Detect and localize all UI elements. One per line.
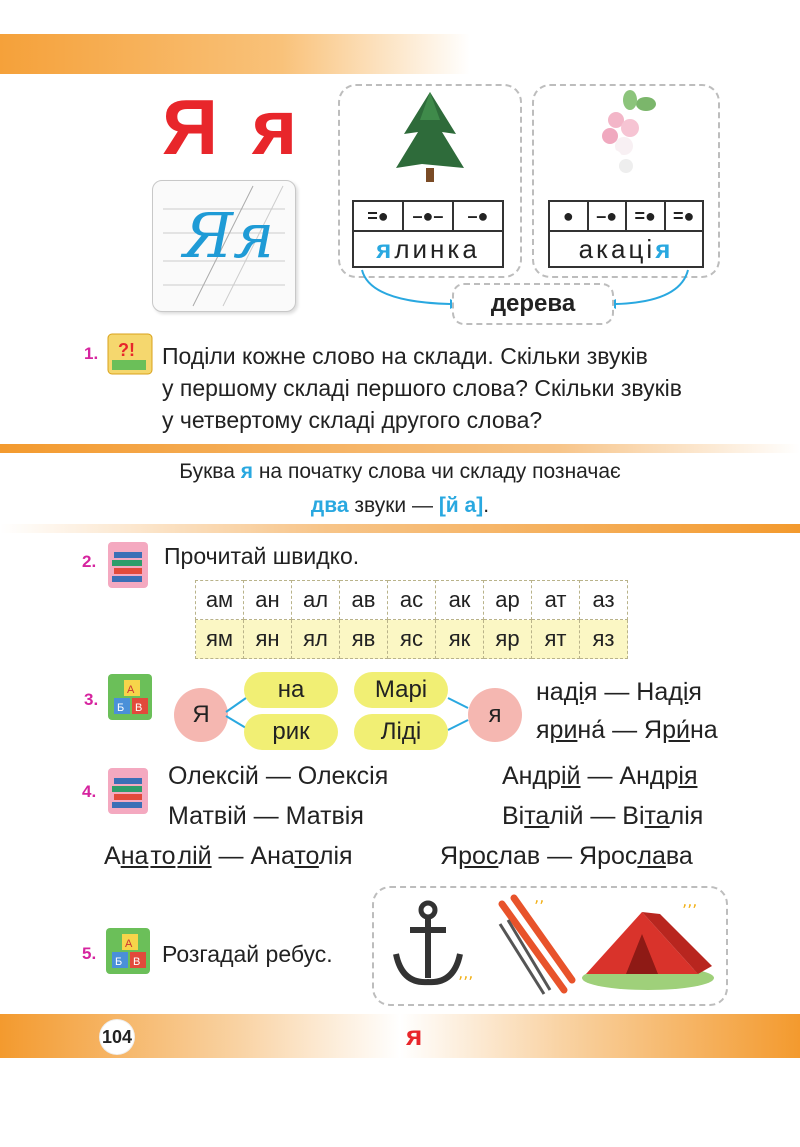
table-cell: яз <box>580 620 628 659</box>
word-box <box>352 232 504 268</box>
table-cell: ян <box>244 620 292 659</box>
word-text: акаці <box>578 233 656 264</box>
word-part: я — На <box>583 678 669 706</box>
abc-blocks-icon <box>104 926 154 978</box>
scheme-cell: –● <box>589 202 628 230</box>
task-number: 1. <box>84 344 99 363</box>
table-row <box>196 620 628 659</box>
scheme-cell: –●– <box>404 202 454 230</box>
word-part: на <box>536 678 564 706</box>
table-cell: ан <box>244 581 292 620</box>
word-highlight: я <box>376 233 395 264</box>
syllable-table <box>195 580 628 659</box>
category-label: дерева <box>452 283 614 325</box>
table-cell: ар <box>484 581 532 620</box>
word-part-underlined: рос <box>458 842 499 870</box>
word-part-underlined: ла <box>637 842 666 870</box>
name-pair: Олексій — Олексія <box>168 762 389 790</box>
task-number: 4. <box>82 782 97 801</box>
svg-text:В: В <box>133 956 141 968</box>
letter-title: Я я <box>162 83 304 171</box>
table-cell: ят <box>532 620 580 659</box>
svg-text:Б: Б <box>115 956 123 968</box>
task-line: у першому складі першого слова? Скільки звуків <box>162 375 682 401</box>
rule-part: . <box>483 494 490 517</box>
rule-part: на початку слова чи складу позначає <box>253 460 621 483</box>
word-part-underlined: на <box>120 842 149 870</box>
divider-line <box>0 524 800 533</box>
word-pair <box>536 716 718 745</box>
task1-text <box>162 340 762 436</box>
table-row <box>196 581 628 620</box>
scheme-cell: =● <box>673 205 695 226</box>
rule-part: звуки — <box>348 494 439 517</box>
tent-icon <box>578 894 722 994</box>
handwritten-letter: Яя <box>183 199 275 272</box>
rebus-box <box>372 886 728 1006</box>
skis-icon <box>494 894 584 998</box>
word-part-underlined: лій <box>177 842 212 870</box>
word-part-underlined: ій <box>560 762 581 790</box>
word-highlight: я <box>655 233 674 264</box>
table-cell: ям <box>196 620 244 659</box>
divider-line <box>0 444 800 453</box>
table-cell: ам <box>196 581 244 620</box>
word-part: — Ана <box>211 842 295 870</box>
syllable-oval: Марі <box>354 672 448 708</box>
svg-text:А: А <box>125 938 133 950</box>
handwriting-box <box>152 180 296 312</box>
svg-text:ʼʼ: ʼʼ <box>534 897 545 916</box>
word-part-underlined: та <box>644 802 670 830</box>
rule-sounds: [й а] <box>438 494 484 517</box>
task-line: у четвертому складі другого слова? <box>162 407 543 433</box>
page-number: 104 <box>100 1020 134 1054</box>
svg-text:А: А <box>127 684 135 696</box>
table-cell: аз <box>580 581 628 620</box>
rule-part: Буква <box>179 460 241 483</box>
table-cell: ал <box>292 581 340 620</box>
scheme-cell: =● <box>354 202 404 230</box>
scheme-cell: =● <box>627 202 666 230</box>
task-number: 3. <box>84 690 99 709</box>
task5-text: Розгадай ребус. <box>162 941 333 967</box>
syllable-scheme <box>352 200 504 232</box>
word-part-underlined: та <box>524 802 550 830</box>
word-part-underlined: ри́ <box>662 716 690 744</box>
scheme-cell: ● <box>550 202 589 230</box>
syllable-oval: на <box>244 672 338 708</box>
syllable-scheme <box>548 200 704 232</box>
word-part: я <box>536 716 550 744</box>
word-pair <box>536 678 702 707</box>
word-part-underlined: ді <box>563 678 584 706</box>
name-pair <box>502 762 697 791</box>
table-cell: яв <box>340 620 388 659</box>
word-part: на <box>689 716 718 744</box>
word-text: линка <box>394 233 480 264</box>
word-part: лав — Ярос <box>498 842 638 870</box>
table-cell: як <box>436 620 484 659</box>
task-number: 5. <box>82 944 97 963</box>
acacia-flower-icon <box>586 90 666 190</box>
word-part: — Андр <box>580 762 679 790</box>
word-part-underlined: то <box>294 842 319 870</box>
word-part: на́ — Я <box>577 716 663 744</box>
task2-text: Прочитай швидко. <box>164 543 360 569</box>
svg-text:В: В <box>135 702 143 714</box>
fir-tree-icon <box>390 90 470 190</box>
syllable-oval: рик <box>244 714 338 750</box>
question-book-icon <box>106 330 156 380</box>
word-part: Ві <box>502 802 525 830</box>
word-part: ва <box>665 842 693 870</box>
anchor-icon <box>388 898 488 994</box>
rule-text-2 <box>0 494 800 518</box>
syllable-circle: я <box>468 688 522 742</box>
svg-text:ʼʼʼ: ʼʼʼ <box>682 901 698 920</box>
table-cell: яс <box>388 620 436 659</box>
card-yalynka <box>338 84 522 278</box>
scheme-cell: –● <box>467 205 489 226</box>
word-part: лія <box>669 802 704 830</box>
top-stripe <box>0 34 470 74</box>
table-cell: яр <box>484 620 532 659</box>
svg-text:Б: Б <box>117 702 125 714</box>
word-part-underlined: ді <box>668 678 689 706</box>
word-part: лія <box>318 842 353 870</box>
syllable-circle: Я <box>174 688 228 742</box>
books-icon <box>104 538 154 594</box>
rule-highlight: два <box>310 494 349 517</box>
books-icon <box>104 764 154 820</box>
table-cell: ав <box>340 581 388 620</box>
word-part-underlined: то <box>150 842 176 870</box>
svg-text:?!: ?! <box>118 340 135 360</box>
word-part: Я <box>440 842 459 870</box>
word-part: лій — Ві <box>549 802 645 830</box>
rule-text <box>0 460 800 484</box>
word-part-underlined: ри <box>549 716 578 744</box>
word-part: я <box>688 678 702 706</box>
name-pair <box>104 842 353 871</box>
table-cell: ак <box>436 581 484 620</box>
footer-letter: я <box>406 1020 423 1051</box>
word-part-underlined: ія <box>678 762 698 790</box>
syllable-oval: Ліді <box>354 714 448 750</box>
card-akatsiya <box>532 84 720 278</box>
name-pair <box>440 842 693 871</box>
table-cell: ат <box>532 581 580 620</box>
name-pair: Матвій — Матвія <box>168 802 364 830</box>
rule-letter: я <box>240 460 253 483</box>
task-line: Поділи кожне слово на склади. Скільки звуків <box>162 343 648 369</box>
word-box <box>548 232 704 268</box>
table-cell: ас <box>388 581 436 620</box>
task-number: 2. <box>82 552 97 571</box>
table-cell: ял <box>292 620 340 659</box>
word-part: А <box>104 842 121 870</box>
name-pair <box>502 802 703 831</box>
abc-blocks-icon <box>106 672 156 724</box>
svg-text:ʼʼʼ: ʼʼʼ <box>458 973 474 992</box>
word-part: Андр <box>502 762 561 790</box>
